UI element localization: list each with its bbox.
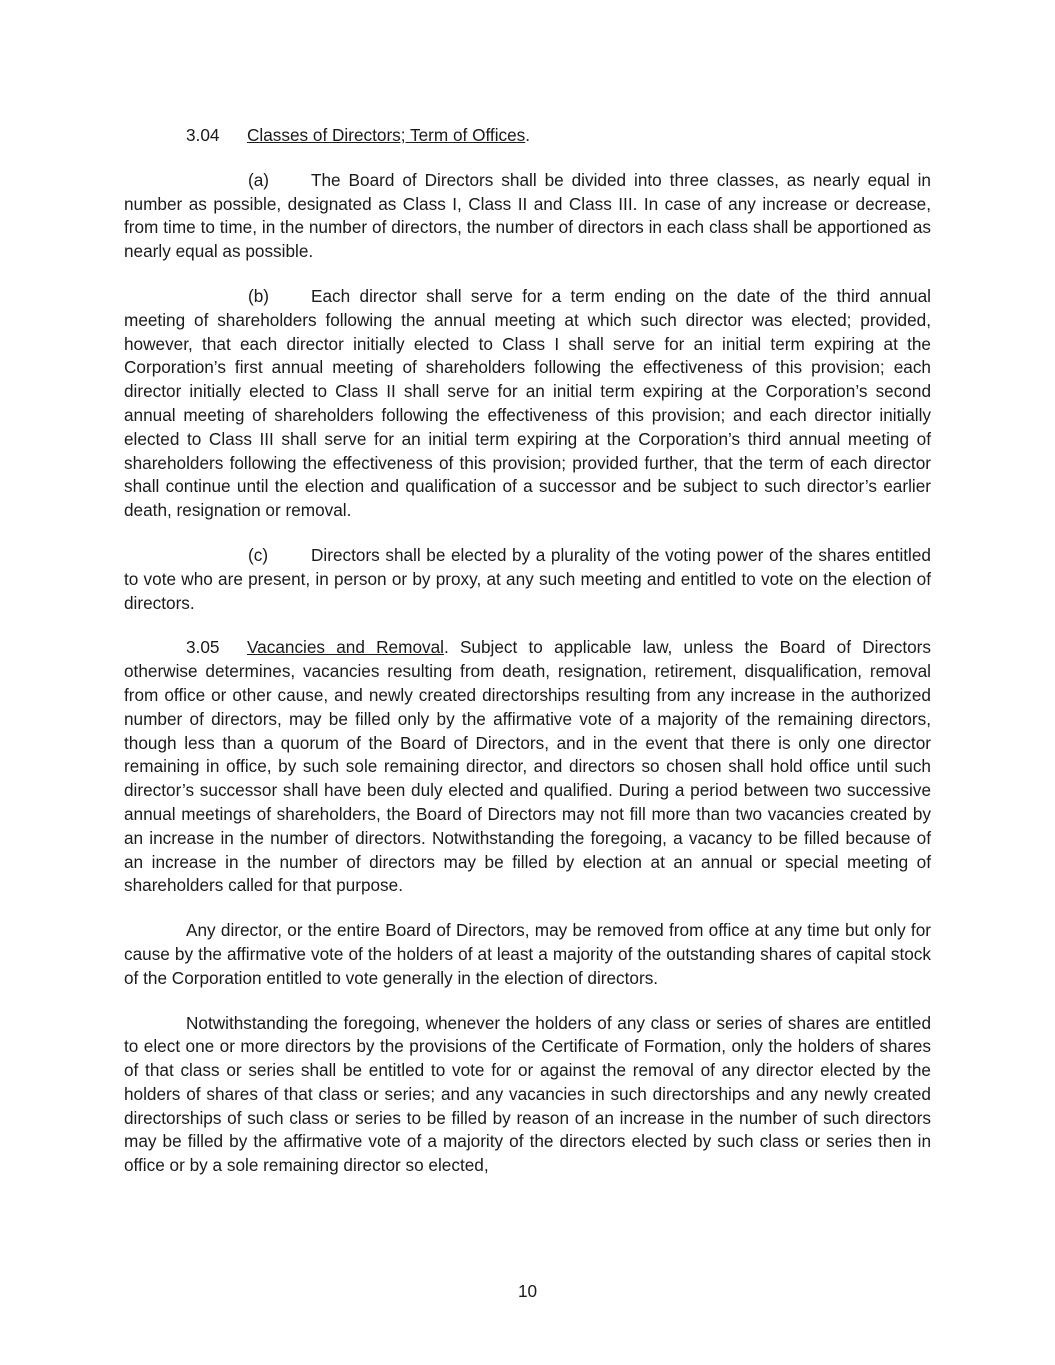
paragraph-label: (c) xyxy=(248,544,269,565)
paragraph-label: (a) xyxy=(248,169,270,190)
section-body: . Subject to applicable law, unless the Board of Directors otherwise determines, vacancies resulting from death, resignation, retirement, disqualification, removal from office or other cause, and newly created directorships resulting from any increase in the authorized number of directors, may be filled only by the affirmative vote of a majority of the remaining directors, though less than a quorum of the Board of Directors, and in the event that there is only one director remaining in office, by such sole remaining director, and directors so chosen shall hold office until such director’s successor shall have been duly elected and qualified. During a period between two successive annual meetings of shareholders, the Board of Directors may not fill more than two vacancies created by an increase in the number of directors. Notwithstanding the foregoing, a vacancy to be filled because of an increase in the number of directors may be filled by election at an annual or special meeting of shareholders called for that purpose. xyxy=(124,637,931,896)
paragraph-label: (b) xyxy=(248,285,270,306)
section-title: Classes of Directors; Term of Offices xyxy=(247,125,526,145)
paragraph-a xyxy=(124,169,931,264)
section-title: Vacancies and Removal xyxy=(247,637,444,658)
section-3-04-heading xyxy=(124,124,931,148)
paragraph-text: The Board of Directors shall be divided into three classes, as nearly equal in number as possible, designated as Class I, Class II and Class III. In case of any increase or decrease, from time to time, in the number of directors, the number of directors in each class shall be apportioned as nearly equal as possible. xyxy=(124,169,931,262)
page-number: 10 xyxy=(517,1281,538,1301)
paragraph-text: Each director shall serve for a term ending on the date of the third annual meeting of shareholders following the annual meeting at which such director was elected; provided, however, that each director initially elected to Class I shall serve for an initial term expiring at the Corporation’s first annual meeting of shareholders following the effectiveness of this provision; each director initially elected to Class II shall serve for an initial term expiring at the Corporation’s second annual meeting of shareholders following the effectiveness of this provision; and each director initially elected to Class III shall serve for an initial term expiring at the Corporation’s third annual meeting of shareholders following the effectiveness of this provision; provided further, that the term of each director shall continue until the election and qualification of a successor and be subject to such director’s earlier death, resignation or removal. xyxy=(124,285,931,521)
section-3-05-paragraph xyxy=(124,636,931,898)
paragraph-text: Directors shall be elected by a plurality of the voting power of the shares entitled to vote who are present, in person or by proxy, at any such meeting and entitled to vote on the election of directors. xyxy=(124,544,931,613)
paragraph-b xyxy=(124,285,931,523)
section-title-suffix: . xyxy=(525,125,531,145)
paragraph-c xyxy=(124,544,931,615)
section-number: 3.05 xyxy=(186,637,220,658)
section-number: 3.04 xyxy=(186,125,220,145)
removal-paragraph: Any director, or the entire Board of Directors, may be removed from office at any time but only for cause by the affirmative vote of the holders of at least a majority of the outstanding shares of capital stock of the Corporation entitled to vote generally in the election of directors. xyxy=(124,920,931,988)
document-page xyxy=(124,124,931,1178)
class-series-paragraph: Notwithstanding the foregoing, whenever the holders of any class or series of shares are entitled to elect one or more directors by the provisions of the Certificate of Formation, only the holders of shares of that class or series shall be entitled to vote for or against the removal of any director elected by the holders of shares of that class or series; and any vacancies in such directorships and any newly created directorships of such class or series to be filled by reason of an increase in the number of such directors may be filled by the affirmative vote of a majority of the directors elected by such class or series then in office or by a sole remaining director so elected, xyxy=(124,1012,931,1176)
